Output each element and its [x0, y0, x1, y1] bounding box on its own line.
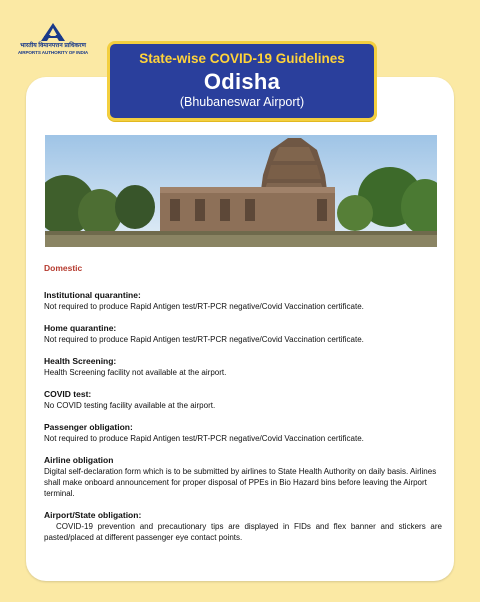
guideline-body: Digital self-declaration form which is to be submitted by airlines to State Health Authority on daily basis. Airlines shall make onboard announcement for proper disposal of PPEs in Bio Hazard bins before leaving the Airport terminal.	[44, 467, 437, 498]
guideline-institutional-quarantine	[44, 290, 442, 312]
section-label-domestic: Domestic	[44, 263, 83, 273]
temple-photo	[45, 135, 437, 247]
guideline-covid-test	[44, 389, 442, 411]
konark-temple-image	[45, 135, 437, 247]
guideline-home-quarantine	[44, 323, 442, 345]
guideline-passenger-obligation	[44, 422, 442, 444]
logo-english-text: AIRPORTS AUTHORITY OF INDIA	[17, 50, 89, 55]
title-banner	[107, 41, 377, 121]
guideline-title: Institutional quarantine:	[44, 290, 141, 300]
logo-hindi-text: भारतीय विमानपत्तन प्राधिकरण	[20, 43, 86, 49]
aai-logo	[14, 22, 92, 56]
guideline-body: COVID-19 prevention and precautionary tips are displayed in FIDs and flex banner and stickers are pasted/placed at different passenger eye contact points.	[44, 522, 442, 542]
guideline-title: Health Screening:	[44, 356, 117, 366]
guideline-title: Home quarantine:	[44, 323, 117, 333]
guideline-body: Not required to produce Rapid Antigen test/RT-PCR negative/Covid Vaccination certificate.	[44, 434, 364, 443]
guideline-body: Health Screening facility not available at the airport.	[44, 368, 227, 377]
guideline-body: No COVID testing facility available at the airport.	[44, 401, 216, 410]
guideline-body: Not required to produce Rapid Antigen test/RT-PCR negative/Covid Vaccination certificate.	[44, 302, 364, 311]
guideline-title: COVID test:	[44, 389, 92, 399]
banner-subtitle: State-wise COVID-19 Guidelines	[139, 51, 345, 66]
guidelines-content	[44, 263, 442, 554]
guideline-body: Not required to produce Rapid Antigen test/RT-PCR negative/Covid Vaccination certificate.	[44, 335, 364, 344]
guideline-title: Airline obligation	[44, 455, 114, 465]
guideline-title: Airport/State obligation:	[44, 510, 142, 520]
banner-state: Odisha	[203, 69, 281, 94]
guideline-airline-obligation	[44, 455, 442, 499]
banner-airport: (Bhubaneswar Airport)	[179, 95, 305, 109]
guideline-airport-state-obligation	[44, 510, 442, 543]
aai-emblem-icon	[38, 22, 68, 42]
guideline-title: Passenger obligation:	[44, 422, 133, 432]
guideline-health-screening	[44, 356, 442, 378]
